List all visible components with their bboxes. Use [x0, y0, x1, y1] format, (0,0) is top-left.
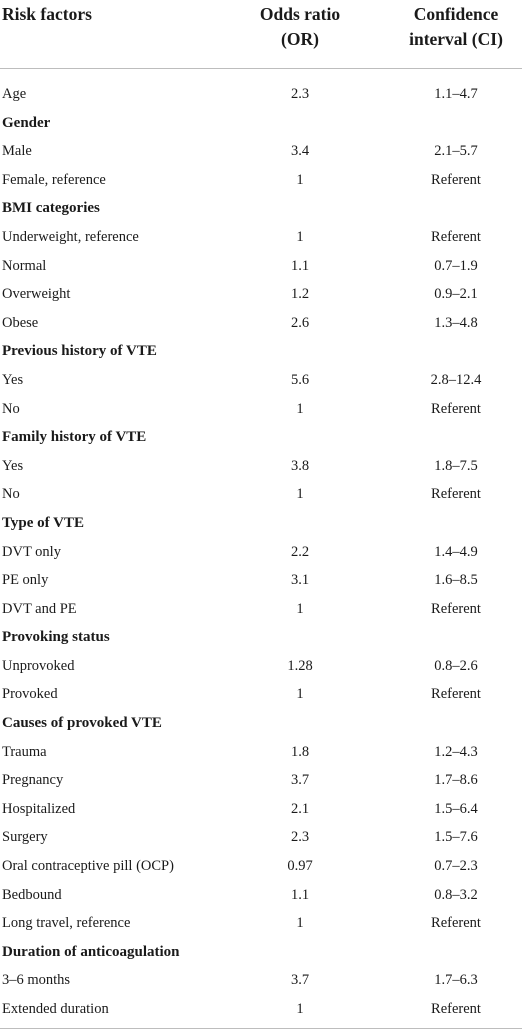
odds-ratio-cell: 3.8 — [290, 457, 310, 474]
table-section-row — [0, 109, 522, 138]
table-row — [0, 538, 522, 567]
odds-ratio-cell: 2.1 — [290, 800, 310, 817]
odds-ratio-cell: 2.3 — [290, 86, 310, 102]
confidence-interval-cell: Referent — [431, 400, 481, 417]
confidence-interval-cell: 0.9–2.1 — [434, 286, 478, 303]
confidence-interval-cell: 1.4–4.9 — [434, 543, 478, 560]
confidence-interval-cell: 0.8–2.6 — [434, 657, 478, 674]
table-section-row — [0, 938, 522, 967]
odds-ratio-cell: 3.1 — [290, 572, 310, 589]
table-row — [0, 137, 522, 166]
table-section-row — [0, 194, 522, 223]
confidence-interval-cell: Referent — [431, 686, 481, 703]
confidence-interval-cell: 0.7–2.3 — [434, 858, 478, 875]
table-row — [0, 966, 522, 995]
table-row — [0, 166, 522, 195]
section-label: BMI categories — [2, 200, 100, 217]
confidence-interval-cell: 1.5–7.6 — [434, 829, 478, 846]
odds-ratio-cell: 1 — [296, 1001, 304, 1017]
odds-ratio-cell: 1.1 — [290, 257, 310, 274]
risk-factor-cell: Normal — [2, 257, 47, 274]
risk-factor-cell: DVT and PE — [2, 600, 77, 617]
odds-ratio-cell: 1 — [296, 400, 304, 417]
table-row — [0, 595, 522, 624]
confidence-interval-cell: 2.1–5.7 — [434, 143, 478, 160]
odds-ratio-cell: 1 — [296, 486, 304, 503]
section-label: Type of VTE — [2, 514, 84, 531]
risk-factor-cell: Oral contraceptive pill (OCP) — [2, 858, 174, 875]
risk-factor-cell: Provoked — [2, 686, 58, 703]
table-section-row — [0, 423, 522, 452]
header-ci-line1: Confidence — [413, 4, 499, 24]
odds-ratio-cell: 5.6 — [290, 371, 310, 388]
section-label: Family history of VTE — [2, 429, 147, 446]
table-row — [0, 852, 522, 881]
confidence-interval-cell: 1.2–4.3 — [434, 743, 478, 760]
table-row — [0, 280, 522, 309]
confidence-interval-cell: Referent — [431, 228, 481, 245]
section-label: Gender — [2, 114, 51, 131]
table-row — [0, 566, 522, 595]
table-row — [0, 252, 522, 281]
odds-ratio-cell: 1 — [296, 171, 304, 188]
confidence-interval-cell: 0.8–3.2 — [434, 886, 478, 903]
table-row — [0, 395, 522, 424]
risk-factor-cell: Overweight — [2, 286, 71, 303]
odds-ratio-cell: 2.3 — [290, 829, 310, 846]
table-row — [0, 309, 522, 338]
header-odds-ratio-line1: Odds ratio — [259, 4, 341, 24]
header-odds-ratio-line2: (OR) — [281, 29, 319, 49]
odds-ratio-cell: 1.1 — [290, 886, 310, 903]
risk-factor-cell: Long travel, reference — [2, 915, 131, 932]
table-row — [0, 80, 522, 109]
table-section-row — [0, 337, 522, 366]
confidence-interval-cell: Referent — [431, 171, 481, 188]
risk-factor-cell: Obese — [2, 314, 39, 331]
risk-factor-cell: DVT only — [2, 543, 61, 560]
table-row — [0, 766, 522, 795]
confidence-interval-cell: 1.6–8.5 — [434, 572, 478, 589]
risk-factor-cell: Yes — [2, 457, 24, 474]
table-row — [0, 680, 522, 709]
odds-ratio-cell: 2.2 — [290, 543, 310, 560]
confidence-interval-cell: Referent — [431, 600, 481, 617]
odds-ratio-cell: 1.8 — [290, 743, 310, 760]
table-section-row — [0, 709, 522, 738]
table-header — [0, 0, 522, 69]
section-label: Causes of provoked VTE — [2, 715, 162, 732]
odds-ratio-cell: 1 — [296, 686, 304, 703]
risk-factor-cell: 3–6 months — [2, 972, 71, 989]
confidence-interval-cell: 1.1–4.7 — [434, 86, 478, 102]
odds-ratio-cell: 3.4 — [290, 143, 310, 160]
risk-factor-cell: Male — [2, 143, 32, 160]
table-row — [0, 995, 522, 1024]
table-row — [0, 738, 522, 767]
table-row — [0, 909, 522, 938]
table-row — [0, 652, 522, 681]
odds-ratio-cell: 2.6 — [290, 314, 310, 331]
confidence-interval-cell: Referent — [431, 915, 481, 932]
table-row — [0, 223, 522, 252]
header-odds-ratio — [250, 2, 350, 52]
table-row — [0, 881, 522, 910]
odds-ratio-cell: 1 — [296, 600, 304, 617]
confidence-interval-cell: 1.5–6.4 — [434, 800, 478, 817]
confidence-interval-cell: 1.3–4.8 — [434, 314, 478, 331]
risk-factor-cell: No — [2, 400, 20, 417]
confidence-interval-cell: Referent — [431, 1001, 481, 1017]
risk-factor-cell: Unprovoked — [2, 657, 75, 674]
table-section-row — [0, 623, 522, 652]
confidence-interval-cell: 1.8–7.5 — [434, 457, 478, 474]
odds-ratio-cell: 1 — [296, 228, 304, 245]
risk-factor-cell: Yes — [2, 371, 24, 388]
odds-ratio-cell: 3.7 — [290, 772, 310, 789]
header-risk-factors: Risk factors — [2, 4, 92, 24]
odds-ratio-cell: 1.2 — [290, 286, 310, 303]
odds-ratio-cell: 0.97 — [287, 858, 313, 875]
table-row — [0, 366, 522, 395]
risk-factor-cell: PE only — [2, 572, 49, 589]
risk-factor-cell: Pregnancy — [2, 772, 64, 789]
confidence-interval-cell: 0.7–1.9 — [434, 257, 478, 274]
odds-ratio-cell: 1.28 — [287, 657, 313, 674]
risk-factor-cell: Hospitalized — [2, 800, 76, 817]
header-confidence-interval — [390, 2, 522, 52]
odds-ratio-cell: 1 — [296, 915, 304, 932]
confidence-interval-cell: Referent — [431, 486, 481, 503]
table-row — [0, 480, 522, 509]
risk-factor-cell: Age — [2, 86, 27, 102]
table-row — [0, 795, 522, 824]
table-section-row — [0, 509, 522, 538]
table-bottom-rule — [0, 1028, 522, 1029]
confidence-interval-cell: 1.7–8.6 — [434, 772, 478, 789]
risk-factor-cell: Bedbound — [2, 886, 62, 903]
risk-factor-cell: Surgery — [2, 829, 48, 846]
header-ci-line2: interval (CI) — [409, 29, 503, 49]
confidence-interval-cell: 1.7–6.3 — [434, 972, 478, 989]
risk-factor-cell: No — [2, 486, 20, 503]
odds-ratio-cell: 3.7 — [290, 972, 310, 989]
confidence-interval-cell: 2.8–12.4 — [430, 371, 482, 388]
risk-factor-cell: Trauma — [2, 743, 47, 760]
table-body — [0, 80, 522, 1024]
table-row — [0, 452, 522, 481]
table-row — [0, 823, 522, 852]
risk-factor-cell: Female, reference — [2, 171, 106, 188]
section-label: Provoking status — [2, 629, 110, 646]
risk-factor-cell: Extended duration — [2, 1001, 109, 1017]
risk-factor-cell: Underweight, reference — [2, 228, 139, 245]
section-label: Duration of anticoagulation — [2, 943, 180, 960]
section-label: Previous history of VTE — [2, 343, 157, 360]
